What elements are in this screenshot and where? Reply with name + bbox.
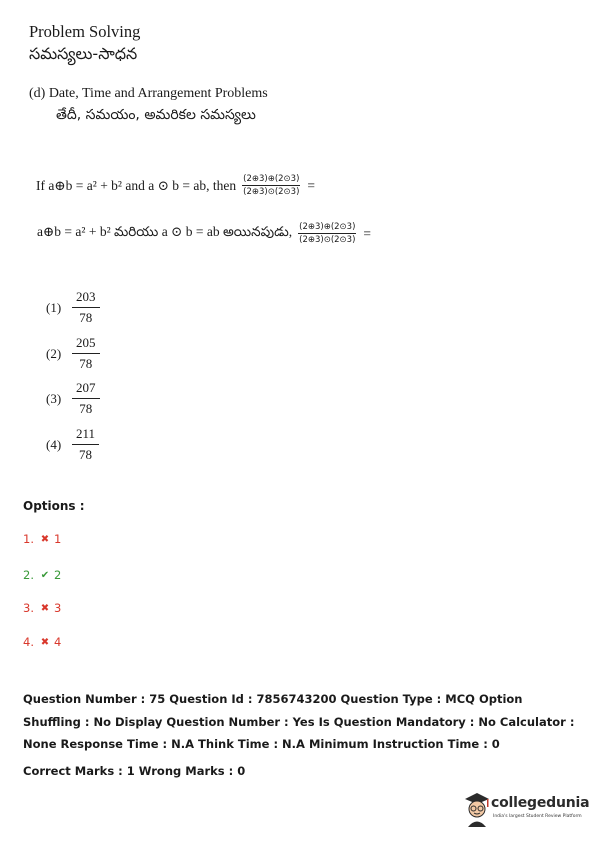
cross-icon: ✖ [40, 636, 50, 648]
choice-4 [23, 635, 61, 649]
choice-value: 3 [53, 601, 62, 615]
choice-value: 4 [53, 635, 62, 649]
question-fraction-telugu [298, 222, 356, 245]
answer-denominator: 78 [79, 310, 93, 325]
question-telugu-text: a⊕b = a² + b² మరియు a ⊙ b = ab అయినపుడు, [37, 224, 293, 239]
fraction-numerator: (2⊕3)⊕(2⊙3) [243, 174, 300, 184]
options-title: Options : [23, 499, 85, 513]
section-title: Problem Solving [29, 22, 141, 41]
cross-icon: ✖ [40, 533, 50, 545]
answer-index: (3) [46, 390, 62, 406]
choice-value: 1 [53, 532, 62, 546]
equals-sign: = [307, 177, 316, 193]
answer-denominator: 78 [79, 401, 93, 416]
answer-fraction [72, 380, 100, 417]
logo-tagline: India's largest Student Review Platform [493, 814, 582, 819]
answer-numerator: 207 [72, 380, 100, 399]
question-fraction [242, 174, 300, 197]
question-metadata: Question Number : 75 Question Id : 7856743200 Question Type : MCQ Option Shuffling : No Display Question Number : Yes Is Question Mandatory : No Calculator : None Response Time : N.A Think Time : N.A Minimum Instruction Time : 0 [23, 692, 575, 751]
collegedunia-logo[interactable] [462, 789, 590, 829]
choice-number: 1. [23, 532, 34, 546]
answer-index: (4) [46, 436, 62, 452]
answer-fraction [72, 426, 99, 463]
fraction-denominator: (2⊕3)⊙(2⊙3) [243, 187, 300, 197]
fraction-numerator: (2⊕3)⊕(2⊙3) [299, 222, 356, 232]
answer-index: (2) [46, 345, 62, 361]
logo-name: collegedunia [491, 795, 590, 811]
choice-value: 2 [53, 568, 62, 582]
choice-1 [23, 532, 61, 546]
question-english [36, 174, 315, 197]
answer-denominator: 78 [79, 356, 93, 371]
section-subtitle: (d) Date, Time and Arrangement Problems [29, 86, 268, 101]
section-subtitle-telugu: తేదీ, సమయం, అమరికల సమస్యలు [56, 107, 256, 123]
equals-sign: = [363, 225, 372, 241]
answer-fraction [72, 289, 100, 326]
answer-numerator: 211 [72, 426, 99, 445]
answer-numerator: 203 [72, 289, 100, 308]
answer-option-1 [46, 289, 100, 326]
answer-numerator: 205 [72, 335, 100, 354]
choice-number: 3. [23, 601, 34, 615]
answer-index: (1) [46, 299, 62, 315]
question-telugu [37, 222, 371, 245]
fraction-denominator: (2⊕3)⊙(2⊙3) [299, 235, 356, 245]
choice-2 [23, 568, 61, 582]
choice-number: 4. [23, 635, 34, 649]
answer-fraction [72, 335, 100, 372]
choice-number: 2. [23, 568, 34, 582]
section-title-telugu: సమస్యలు-సాధన [29, 44, 138, 63]
choice-3 [23, 601, 61, 615]
cross-icon: ✖ [40, 602, 50, 614]
check-icon: ✔ [40, 569, 50, 581]
answer-option-3 [46, 380, 100, 417]
question-marks: Correct Marks : 1 Wrong Marks : 0 [23, 764, 246, 778]
answer-option-2 [46, 335, 100, 372]
graduate-mascot-icon [462, 789, 492, 829]
answer-denominator: 78 [79, 447, 93, 462]
answer-option-4 [46, 426, 99, 463]
question-english-text: If a⊕b = a² + b² and a ⊙ b = ab, then [36, 177, 237, 193]
